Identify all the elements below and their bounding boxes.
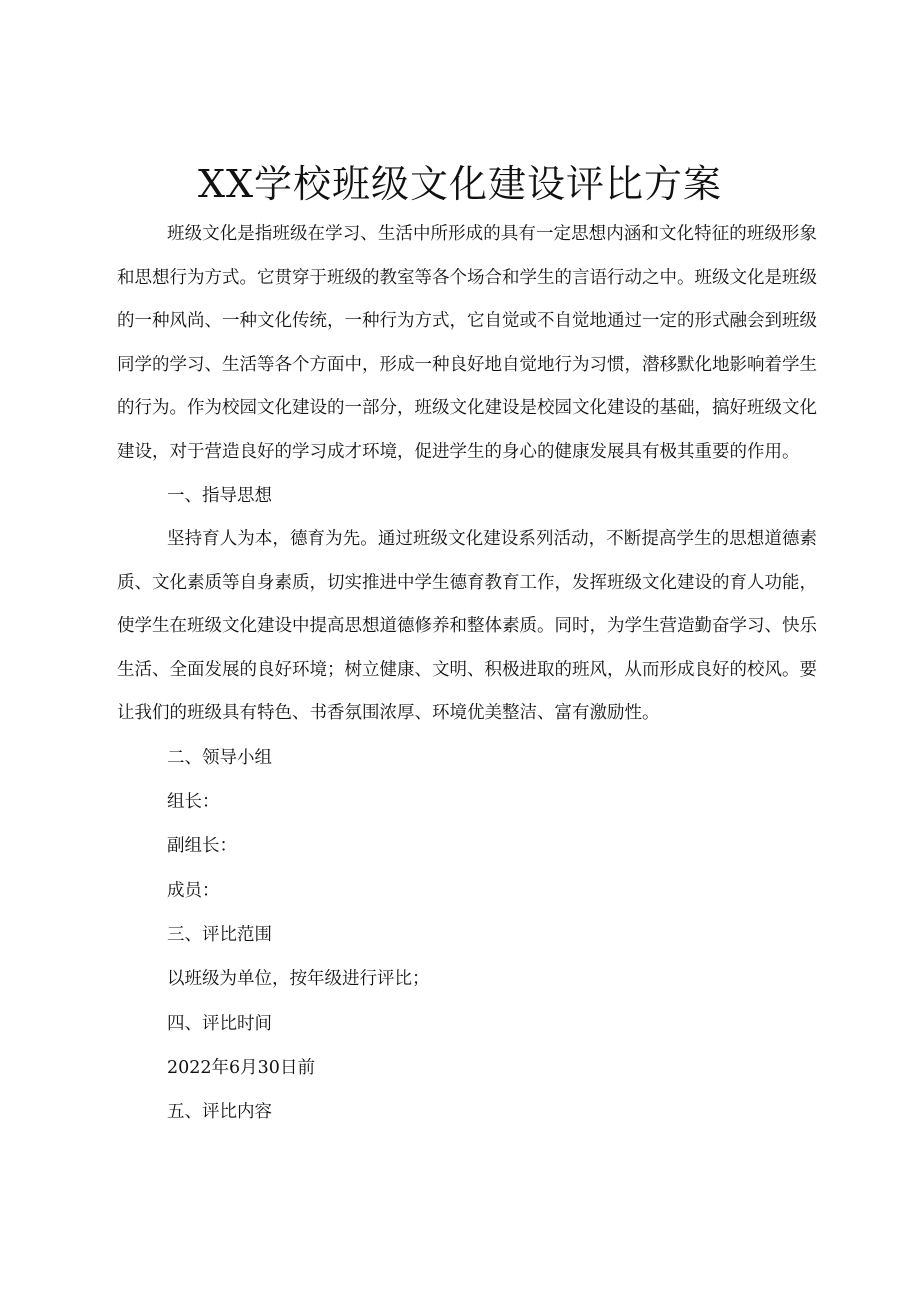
deputy-leader-line: 副组长：	[167, 836, 237, 857]
time-heading: 四、评比时间	[167, 1013, 272, 1034]
scope-text: 以班级为单位，按年级进行评比；	[167, 969, 430, 990]
guiding-heading: 一、指导思想	[167, 486, 272, 506]
time-text: 2022年6月30日前	[167, 1057, 315, 1078]
scope-heading: 三、评比范围	[167, 924, 272, 945]
document-title: XX学校班级文化建设评比方案	[197, 162, 723, 206]
leadership-heading: 二、领导小组	[167, 747, 272, 768]
leader-line: 组长：	[167, 792, 220, 813]
document-body	[117, 213, 817, 1134]
guiding-paragraph: 坚持育人为本，德育为先。通过班级文化建设系列活动，不断提高学生的思想道德素质、文化素质等自身素质，切实推进中学生德育教育工作，发挥班级文化建设的育人功能，使学生在班级文化建设中提高思想道德修养和整体素质。同时，为学生营造勤奋学习、快乐生活、全面发展的良好环境；树立健康、文明、积极进取的班风，从而形成良好的校风。要让我们的班级具有特色、书香氛围浓厚、环境优美整洁、富有激励性。	[117, 529, 817, 724]
content-heading: 五、评比内容	[167, 1102, 272, 1123]
members-line: 成员：	[167, 880, 220, 901]
intro-paragraph: 班级文化是指班级在学习、生活中所形成的具有一定思想内涵和文化特征的班级形象和思想行为方式。它贯穿于班级的教室等各个场合和学生的言语行动之中。班级文化是班级的一种风尚、一种文化传统，一种行为方式，它自觉或不自觉地通过一定的形式融会到班级同学的学习、生活等各个方面中，形成一种良好地自觉地行为习惯，潜移默化地影响着学生的行为。作为校园文化建设的一部分，班级文化建设是校园文化建设的基础，搞好班级文化建设，对于营造良好的学习成才环境，促进学生的身心的健康发展具有极其重要的作用。	[117, 224, 817, 462]
